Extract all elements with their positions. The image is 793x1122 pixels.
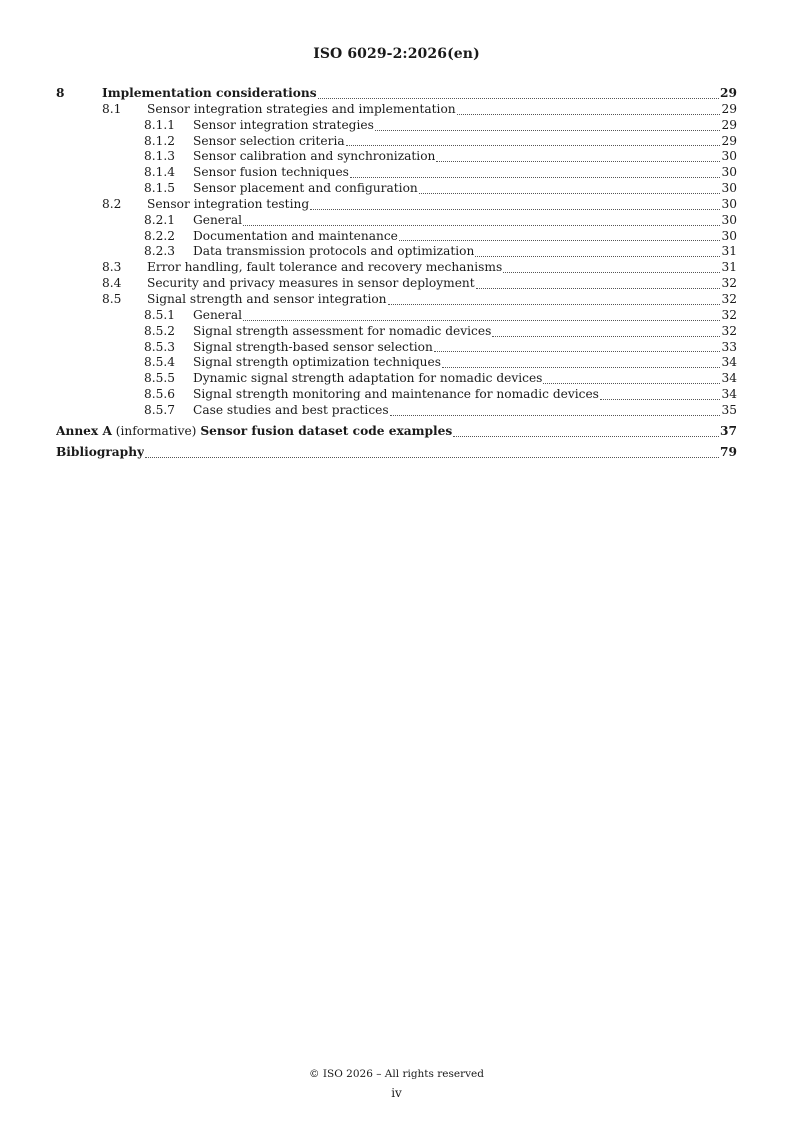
section-title: Signal strength-based sensor selection xyxy=(193,339,433,354)
section-number: 8.2.1 xyxy=(144,212,176,227)
section-title: Signal strength and sensor integration xyxy=(147,291,387,306)
section-number: 8.2.2 xyxy=(144,228,176,243)
dot-leader xyxy=(243,225,720,226)
dot-leader xyxy=(375,130,721,131)
page-ref: 29 xyxy=(720,86,737,100)
toc-entry[interactable] xyxy=(56,308,737,324)
dot-leader xyxy=(399,240,721,241)
toc-entry-annex-a[interactable] xyxy=(56,423,737,440)
section-title: Sensor selection criteria xyxy=(193,133,345,148)
toc-entry[interactable] xyxy=(56,340,737,356)
table-of-contents xyxy=(56,86,737,461)
annex-title: Sensor fusion dataset code examples xyxy=(200,423,453,438)
dot-leader xyxy=(390,415,721,416)
page-ref: 30 xyxy=(721,228,737,243)
toc-entry-bibliography[interactable] xyxy=(56,444,737,461)
section-number: 8.5.4 xyxy=(144,355,176,370)
section-number: 8.1.2 xyxy=(144,133,176,148)
toc-entry[interactable] xyxy=(56,403,737,419)
toc-entry[interactable] xyxy=(56,213,737,229)
section-number: 8.1.3 xyxy=(144,149,176,164)
dot-leader xyxy=(543,383,720,384)
section-number: 8.5.6 xyxy=(144,387,176,402)
toc-entry[interactable] xyxy=(56,102,737,118)
section-number: 8.2.3 xyxy=(144,244,176,259)
page-ref: 31 xyxy=(721,260,737,275)
page-ref: 34 xyxy=(721,387,737,402)
dot-leader xyxy=(145,457,719,458)
page-ref: 32 xyxy=(721,291,737,306)
toc-entry[interactable] xyxy=(56,324,737,340)
annex-label: Annex A xyxy=(56,423,112,438)
section-number: 8.5.3 xyxy=(144,339,176,354)
dot-leader xyxy=(453,436,719,437)
bibliography-title: Bibliography xyxy=(56,444,145,459)
page-ref: 30 xyxy=(721,181,737,196)
section-number: 8.5.2 xyxy=(144,323,176,338)
toc-entry[interactable] xyxy=(56,197,737,213)
dot-leader xyxy=(243,320,720,321)
section-title: Signal strength optimization techniques xyxy=(193,355,441,370)
dot-leader xyxy=(600,399,721,400)
page-ref: 31 xyxy=(721,244,737,259)
dot-leader xyxy=(436,161,720,162)
section-title: Signal strength assessment for nomadic devices xyxy=(193,323,492,338)
section-title: General xyxy=(193,212,242,227)
section-number: 8.3 xyxy=(102,260,122,275)
dot-leader xyxy=(388,304,721,305)
section-title: Security and privacy measures in sensor deployment xyxy=(147,276,475,291)
toc-entries xyxy=(56,86,737,419)
toc-entry[interactable] xyxy=(56,355,737,371)
dot-leader xyxy=(492,336,720,337)
toc-entry[interactable] xyxy=(56,149,737,165)
dot-leader xyxy=(434,351,721,352)
section-number: 8.4 xyxy=(102,276,122,291)
section-number: 8.1.4 xyxy=(144,165,176,180)
annex-page: 37 xyxy=(720,423,737,438)
section-title: Signal strength monitoring and maintenance for nomadic devices xyxy=(193,387,599,402)
dot-leader xyxy=(318,98,719,99)
page-ref: 29 xyxy=(721,117,737,132)
toc-entry[interactable] xyxy=(56,292,737,308)
section-title: Data transmission protocols and optimization xyxy=(193,244,475,259)
annex-note: (informative) xyxy=(115,423,197,438)
page-number: iv xyxy=(391,1086,402,1100)
section-title: Implementation considerations xyxy=(102,86,317,100)
page-ref: 30 xyxy=(721,196,737,211)
toc-entry[interactable] xyxy=(56,134,737,150)
copyright-footer: © ISO 2026 – All rights reserved xyxy=(309,1068,484,1080)
dot-leader xyxy=(442,367,721,368)
toc-entry[interactable] xyxy=(56,181,737,197)
section-title: Sensor calibration and synchronization xyxy=(193,149,436,164)
dot-leader xyxy=(350,177,721,178)
dot-leader xyxy=(419,193,721,194)
page-ref: 34 xyxy=(721,355,737,370)
toc-entry[interactable] xyxy=(56,229,737,245)
section-title: Documentation and maintenance xyxy=(193,228,398,243)
toc-entry[interactable] xyxy=(56,260,737,276)
dot-leader xyxy=(310,209,720,210)
dot-leader xyxy=(346,145,721,146)
section-title: Case studies and best practices xyxy=(193,402,389,417)
section-number: 8.5 xyxy=(102,291,122,306)
document-header: ISO 6029-2:2026(en) xyxy=(313,46,480,62)
dot-leader xyxy=(503,272,720,273)
page-ref: 29 xyxy=(721,101,737,116)
section-number: 8.2 xyxy=(102,196,122,211)
page-ref: 29 xyxy=(721,133,737,148)
section-title: Dynamic signal strength adaptation for nomadic devices xyxy=(193,371,543,386)
section-number: 8.1.5 xyxy=(144,181,176,196)
section-number: 8.5.5 xyxy=(144,371,176,386)
dot-leader xyxy=(457,114,721,115)
page-ref: 34 xyxy=(721,371,737,386)
dot-leader xyxy=(475,256,720,257)
toc-entry[interactable] xyxy=(56,371,737,387)
section-number: 8.1 xyxy=(102,101,122,116)
page-ref: 33 xyxy=(721,339,737,354)
toc-entry[interactable] xyxy=(56,165,737,181)
section-title: Sensor integration strategies and implementation xyxy=(147,101,456,116)
toc-entry[interactable] xyxy=(56,118,737,134)
section-title: Error handling, fault tolerance and recovery mechanisms xyxy=(147,260,503,275)
toc-entry[interactable] xyxy=(56,86,737,102)
bibliography-page: 79 xyxy=(720,444,737,459)
page-ref: 30 xyxy=(721,149,737,164)
section-number: 8.5.1 xyxy=(144,307,176,322)
section-title: Sensor fusion techniques xyxy=(193,165,349,180)
page-ref: 35 xyxy=(721,402,737,417)
dot-leader xyxy=(476,288,721,289)
annex-title-group xyxy=(56,424,452,440)
page-ref: 32 xyxy=(721,323,737,338)
section-number: 8.1.1 xyxy=(144,117,176,132)
page-ref: 30 xyxy=(721,212,737,227)
page-ref: 32 xyxy=(721,276,737,291)
section-title: Sensor integration strategies xyxy=(193,117,374,132)
section-title: General xyxy=(193,307,242,322)
page-ref: 32 xyxy=(721,307,737,322)
section-number: 8 xyxy=(56,86,65,100)
section-number: 8.5.7 xyxy=(144,402,176,417)
section-title: Sensor integration testing xyxy=(147,196,310,211)
toc-entry[interactable] xyxy=(56,244,737,260)
toc-entry[interactable] xyxy=(56,387,737,403)
page-ref: 30 xyxy=(721,165,737,180)
section-title: Sensor placement and configuration xyxy=(193,181,418,196)
toc-entry[interactable] xyxy=(56,276,737,292)
